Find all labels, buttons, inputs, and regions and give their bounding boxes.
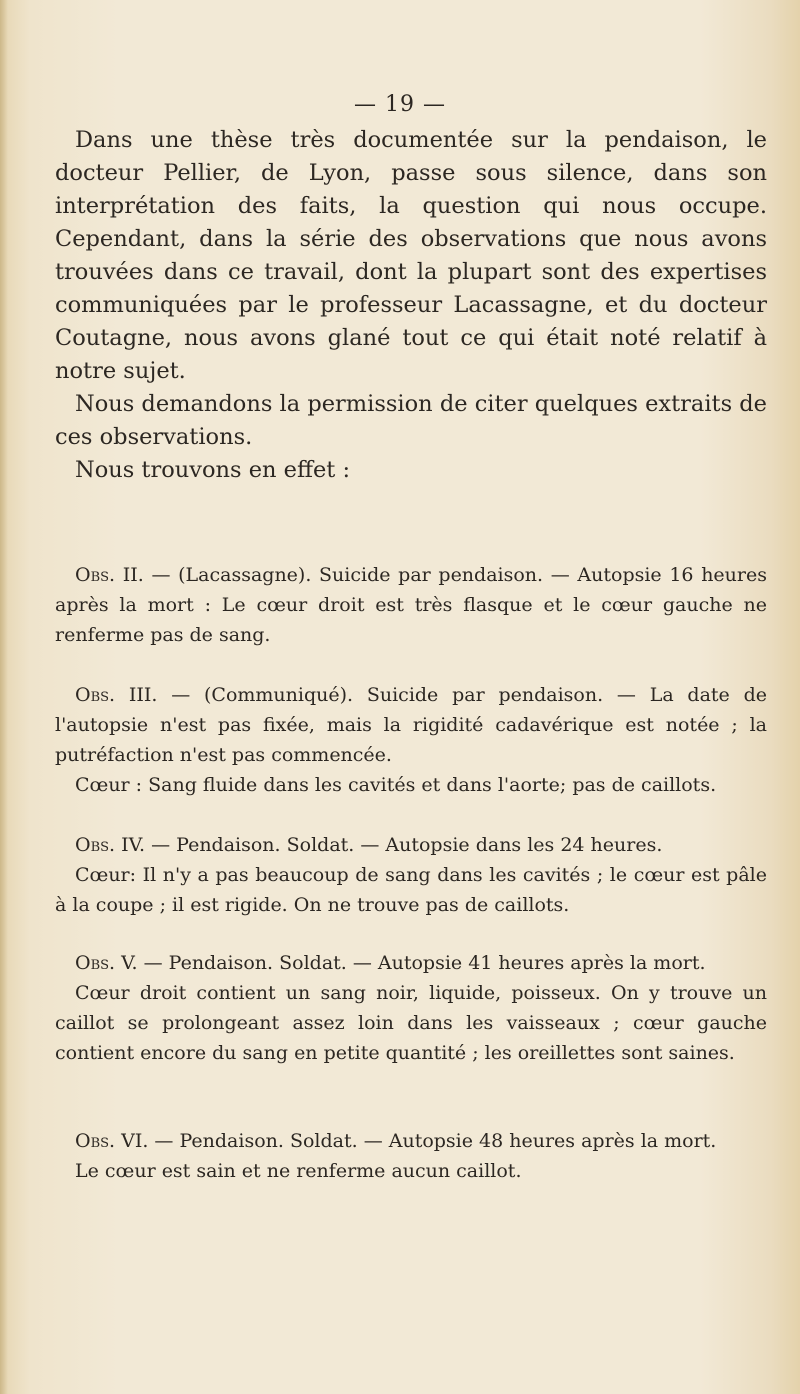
observation-5	[55, 948, 767, 1068]
observation-paragraph	[55, 680, 767, 770]
observation-text: — (Lacassagne). Suicide par pendaison. — Autopsie 16 heures après la mort : Le cœur droit est très flasque et le cœur gauche ne renferme pas de sang.	[55, 564, 767, 646]
observation-text: — Pendaison. Soldat. — Autopsie 48 heures après la mort.	[148, 1130, 717, 1152]
observation-text: — Pendaison. Soldat. — Autopsie 41 heures après la mort.	[137, 952, 706, 974]
observation-paragraph: Cœur : Sang fluide dans les cavités et dans l'aorte; pas de caillots.	[75, 774, 717, 796]
intro-paragraph: Dans une thèse très documentée sur la pendaison, le docteur Pellier, de Lyon, passe sous silence, dans son interprétation des faits, la question qui nous occupe. Cependant, dans la série des observations que nous avons trouvées dans ce travail, dont la plupart sont des expertises communiquées par le professeur Lacassagne, et du docteur Coutagne, nous avons glané tout ce qui était noté relatif à notre sujet.	[55, 127, 767, 384]
observation-4	[55, 830, 767, 920]
observation-6	[55, 1126, 767, 1186]
observation-3	[55, 680, 767, 800]
observation-paragraph	[55, 830, 767, 860]
observation-label: Obs. III.	[75, 684, 158, 706]
intro-paragraph: Nous demandons la permission de citer quelques extraits de ces observations.	[55, 391, 767, 450]
observation-label: Obs. V.	[75, 952, 138, 974]
observation-paragraph	[55, 1126, 767, 1156]
intro-paragraph: Nous trouvons en effet :	[75, 457, 351, 483]
observation-paragraph: Le cœur est sain et ne renferme aucun caillot.	[75, 1160, 522, 1182]
observation-text: — (Communiqué). Suicide par pendaison. — La date de l'autopsie n'est pas fixée, mais la rigidité cadavérique est notée ; la putréfaction n'est pas commencée.	[55, 684, 767, 766]
intro-section	[55, 124, 767, 487]
observation-2	[55, 560, 767, 650]
observation-paragraph: Cœur droit contient un sang noir, liquide, poisseux. On y trouve un caillot se prolongeant assez loin dans les vaisseaux ; cœur gauche contient encore du sang en petite quantité ; les oreillettes sont saines.	[55, 982, 767, 1064]
observation-text: — Pendaison. Soldat. — Autopsie dans les 24 heures.	[145, 834, 663, 856]
observation-paragraph	[55, 560, 767, 650]
observation-paragraph: Cœur: Il n'y a pas beaucoup de sang dans les cavités ; le cœur est pâle à la coupe ; il est rigide. On ne trouve pas de caillots.	[55, 864, 767, 916]
observation-label: Obs. IV.	[75, 834, 146, 856]
page-gutter-shadow	[0, 0, 8, 1394]
observation-paragraph	[55, 948, 767, 978]
observation-label: Obs. VI.	[75, 1130, 149, 1152]
page-number: — 19 —	[354, 92, 446, 117]
observation-label: Obs. II.	[75, 564, 144, 586]
